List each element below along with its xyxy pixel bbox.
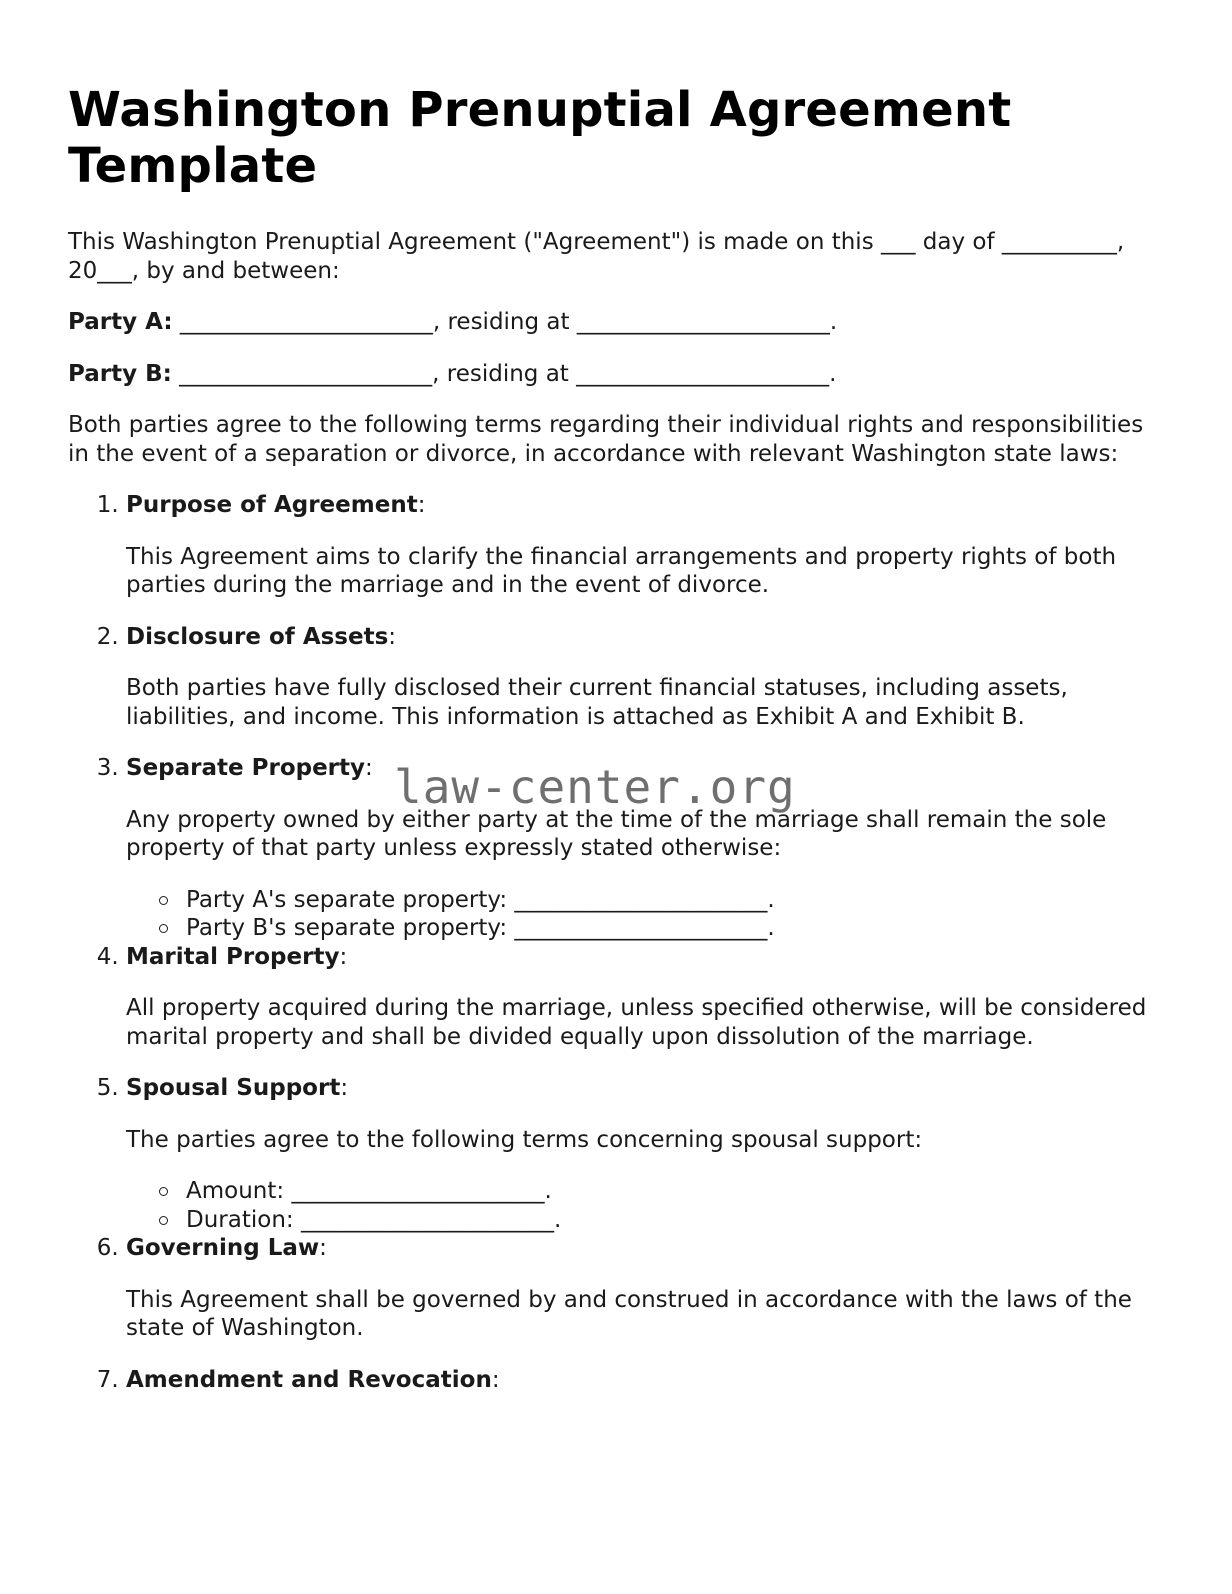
spousal-support-list	[126, 1177, 1168, 1234]
list-item-text: Party B's separate property: ______________________.	[186, 915, 775, 941]
circle-bullet-icon	[159, 924, 168, 933]
section-amendment	[126, 1366, 1168, 1395]
section-heading: Governing Law	[126, 1235, 320, 1261]
section-body: This Agreement aims to clarify the financial arrangements and property rights of both parties during the marriage and in the event of divorce.	[126, 543, 1117, 598]
page-title: Washington Prenuptial Agreement Template	[68, 82, 1012, 194]
section-heading-line	[126, 943, 1168, 972]
section-heading: Disclosure of Assets	[126, 623, 389, 650]
section-heading: Amendment and Revocation	[126, 1366, 492, 1393]
circle-bullet-icon	[159, 896, 168, 905]
separate-property-list	[126, 886, 1168, 943]
section-heading-line	[126, 1366, 1168, 1395]
section-purpose	[126, 491, 1168, 600]
party-a-line	[68, 308, 1168, 337]
sections-list	[68, 491, 1168, 1394]
watermark: law-center.org	[394, 760, 796, 814]
section-body: This Agreement shall be governed by and construed in accordance with the laws of the state of Washington.	[126, 1286, 1132, 1341]
section-heading: Marital Property	[126, 943, 340, 970]
party-b-label: Party B:	[68, 360, 172, 387]
section-heading: Spousal Support	[126, 1075, 341, 1101]
party-a-label: Party A:	[68, 309, 173, 335]
section-heading-line	[126, 491, 1168, 520]
list-item	[186, 1177, 1168, 1206]
heading-colon: :	[339, 943, 348, 970]
section-body: Both parties have fully disclosed their current financial statuses, including assets, liabilities, and income. This information is attached as Exhibit A and Exhibit B.	[126, 675, 1068, 730]
section-governing-law	[126, 1234, 1168, 1343]
intro-paragraph: This Washington Prenuptial Agreement ("Agreement") is made on this ___ day of __________, 20___, by and between:	[68, 229, 1125, 284]
party-a-text: ______________________, residing at ______________________.	[172, 309, 838, 335]
section-marital-property	[126, 943, 1168, 1052]
heading-colon: :	[319, 1235, 327, 1261]
section-spousal-support	[126, 1074, 1168, 1234]
heading-colon: :	[340, 1075, 349, 1101]
preamble-paragraph: Both parties agree to the following terms regarding their individual rights and responsibilities in the event of a separation or divorce, in accordance with relevant Washington state laws:	[68, 412, 1144, 467]
section-heading-line	[126, 1234, 1168, 1263]
list-item	[186, 914, 1168, 943]
list-item	[186, 1206, 1168, 1235]
document-page	[68, 82, 1168, 1417]
section-disclosure	[126, 623, 1168, 732]
heading-colon: :	[491, 1366, 500, 1393]
circle-bullet-icon	[159, 1187, 168, 1196]
circle-bullet-icon	[159, 1216, 168, 1225]
party-b-line	[68, 360, 1168, 389]
list-item-text: Party A's separate property: ______________________.	[186, 886, 775, 913]
heading-colon: :	[365, 755, 373, 781]
section-heading-line	[126, 623, 1168, 652]
section-body: The parties agree to the following terms concerning spousal support:	[126, 1126, 923, 1153]
section-heading: Purpose of Agreement	[126, 492, 418, 518]
section-heading: Separate Property	[126, 755, 366, 781]
heading-colon: :	[417, 492, 426, 518]
list-item	[186, 886, 1168, 915]
section-body: Any property owned by either party at the time of the marriage shall remain the sole property of that party unless expressly stated otherwise:	[126, 806, 1107, 861]
list-item-text: Duration: ______________________.	[186, 1206, 562, 1233]
section-heading-line	[126, 1074, 1168, 1103]
section-body: All property acquired during the marriage, unless specified otherwise, will be considered marital property and shall be divided equally upon dissolution of the marriage.	[126, 995, 1147, 1050]
party-b-text: ______________________, residing at ______________________.	[171, 360, 837, 387]
heading-colon: :	[388, 623, 397, 650]
list-item-text: Amount: ______________________.	[186, 1178, 552, 1204]
